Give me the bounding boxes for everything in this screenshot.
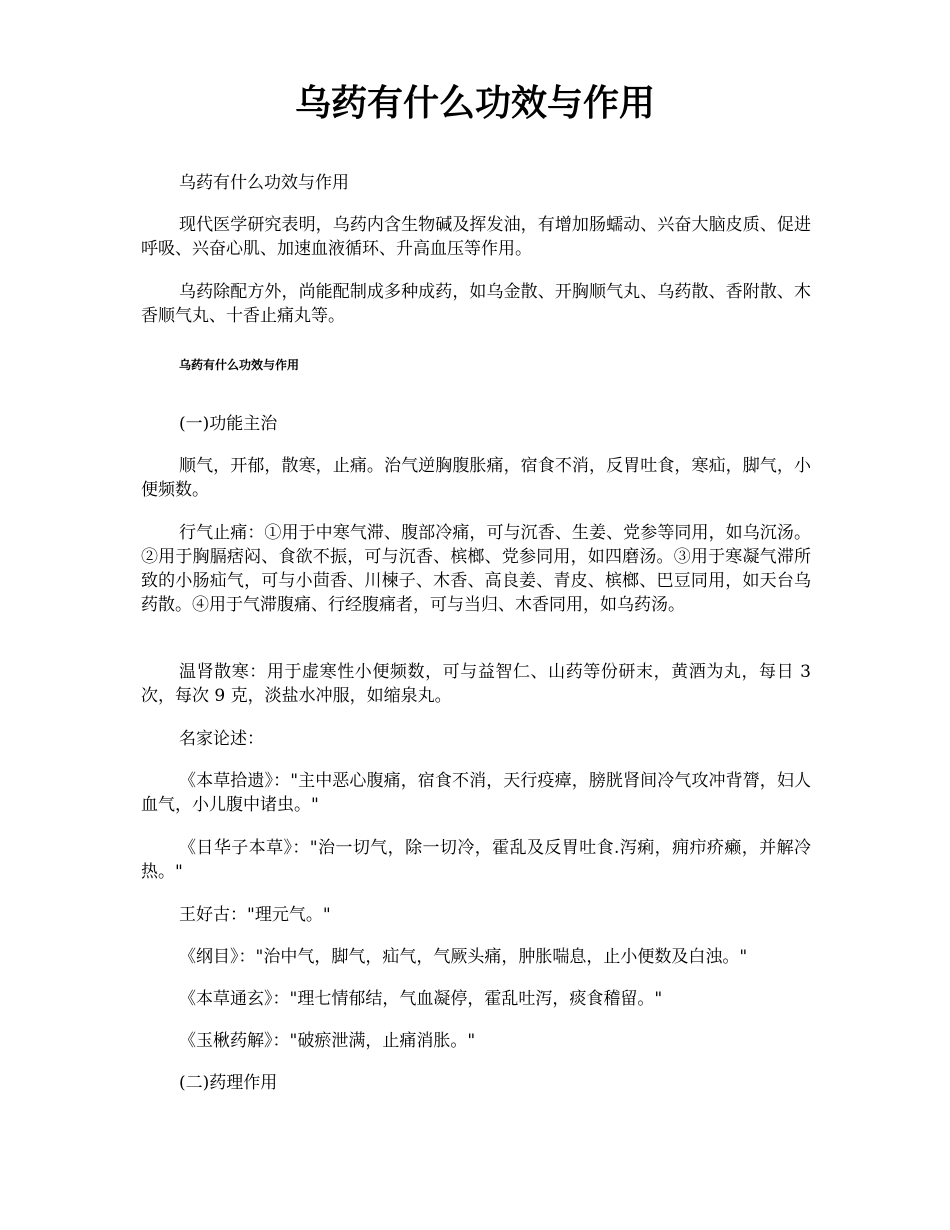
section-subheading: 乌药有什么功效与作用	[179, 358, 300, 372]
quote-bencao-shiyi: 《本草拾遗》："主中恶心腹痛，宿食不消，天行疫瘴，膀胱肾间冷气攻冲背膂，妇人血气，小儿腹中诸虫。"	[141, 771, 811, 815]
qi-regulating-paragraph: 行气止痛：①用于中寒气滞、腹部冷痛，可与沉香、生姜、党参等同用，如乌沉汤。②用于胸膈痞闷、食欲不振，可与沉香、槟榔、党参同用，如四磨汤。③用于寒凝气滞所致的小肠疝气，可与小茴香、川楝子、木香、高良姜、青皮、槟榔、巴豆同用，如天台乌药散。④用于气滞腹痛、行经腹痛者，可与当归、木香同用，如乌药汤。	[141, 523, 811, 615]
intro-paragraph: 乌药有什么功效与作用	[179, 173, 349, 193]
document-title: 乌药有什么功效与作用	[294, 83, 655, 124]
expert-discussion-heading: 名家论述：	[179, 729, 264, 749]
quote-rihuazi-bencao: 《日华子本草》："治一切气，除一切冷，霍乱及反胃吐食.泻痢，痈疖疥癞，并解冷热。"	[141, 838, 811, 882]
quote-bencao-tongxuan: 《本草通玄》："理七情郁结，气血凝停，霍乱吐泻，痰食稽留。"	[179, 989, 663, 1009]
kidney-warming-paragraph: 温肾散寒：用于虚寒性小便频数，可与益智仁、山药等份研末，黄酒为丸，每日 3 次，每次 9 克，淡盐水冲服，如缩泉丸。	[141, 662, 811, 706]
quote-gangmu: 《纲目》："治中气，脚气，疝气，气厥头痛，肿胀喘息，止小便数及白浊。"	[179, 947, 748, 967]
functions-summary-paragraph: 顺气，开郁，散寒，止痛。治气逆胸腹胀痛，宿食不消，反胃吐食，寒疝，脚气，小便频数。	[141, 456, 811, 500]
patent-medicines-paragraph: 乌药除配方外，尚能配制成多种成药，如乌金散、开胸顺气丸、乌药散、香附散、木香顺气丸、十香止痛丸等。	[141, 282, 811, 326]
quote-yuqiu-yaojie: 《玉楸药解》："破瘀泄满，止痛消胀。"	[179, 1031, 476, 1051]
section-heading-functions: (一)功能主治	[179, 414, 278, 434]
section-heading-pharmacology: (二)药理作用	[179, 1073, 278, 1093]
quote-wang-haogu: 王好古："理元气。"	[179, 905, 331, 925]
modern-research-paragraph: 现代医学研究表明，乌药内含生物碱及挥发油，有增加肠蠕动、兴奋大脑皮质、促进呼吸、兴奋心肌、加速血液循环、升高血压等作用。	[141, 215, 811, 259]
